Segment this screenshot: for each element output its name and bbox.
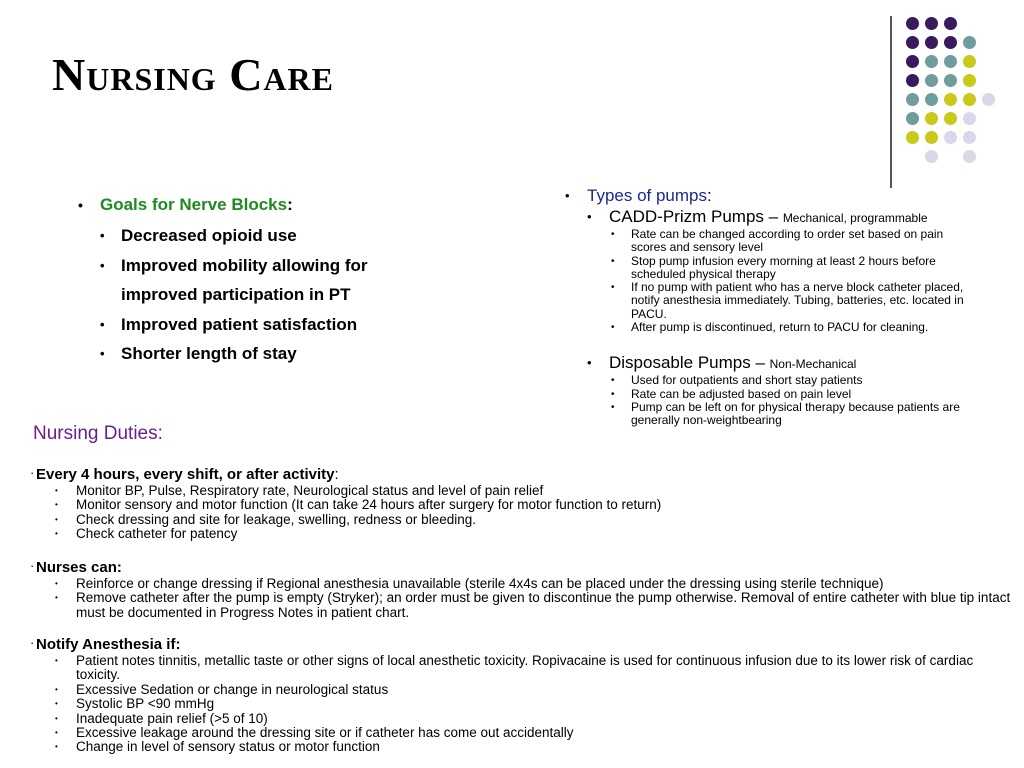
decorative-dot <box>925 150 938 163</box>
notify-item: • Systolic BP <90 mmHg <box>76 697 980 711</box>
decorative-dot <box>963 150 976 163</box>
cadd-pump-heading <box>587 208 965 227</box>
decorative-dot <box>906 93 919 106</box>
cadd-pump-item: • Rate can be changed according to order set based on pain scores and sensory level <box>609 228 965 255</box>
decorative-dot <box>944 36 957 49</box>
every-4-hours-heading-colon: : <box>334 466 339 483</box>
decorative-dot <box>963 112 976 125</box>
notify-anesthesia-section <box>30 636 1020 755</box>
goals-section <box>78 193 438 369</box>
cadd-pump-item: • After pump is discontinued, return to PACU for cleaning. <box>609 321 965 334</box>
duty-item: • Monitor BP, Pulse, Respiratory rate, Neurological status and level of pain relief <box>76 484 1020 498</box>
vertical-divider <box>890 16 892 188</box>
decorative-dot <box>963 131 976 144</box>
goals-heading <box>78 193 438 217</box>
pumps-heading-colon: : <box>707 186 712 205</box>
duty-item: • Monitor sensory and motor function (It can take 24 hours after surgery for motor function to return) <box>76 498 1020 512</box>
slide-title: Nursing Care <box>52 49 334 100</box>
nurses-can-list <box>30 577 1020 620</box>
disposable-pump-heading <box>587 354 965 373</box>
every-4-hours-list <box>30 484 1020 542</box>
cadd-pump-label: CADD-Prizm Pumps – <box>609 207 783 226</box>
notify-item: • Excessive Sedation or change in neurological status <box>76 683 980 697</box>
goal-item: • Decreased opioid use <box>100 221 438 251</box>
decorative-dot <box>944 131 957 144</box>
decorative-dot <box>963 36 976 49</box>
notify-anesthesia-heading: · Notify Anesthesia if: <box>30 636 1020 654</box>
cadd-pump-item: • Stop pump infusion every morning at least 2 hours before scheduled physical therapy <box>609 255 965 282</box>
decorative-dot <box>906 131 919 144</box>
every-4-hours-section <box>30 466 1020 542</box>
decorative-dot-grid <box>906 10 1016 170</box>
disposable-pump-label: Disposable Pumps – <box>609 353 770 373</box>
notify-item: • Change in level of sensory status or motor function <box>76 740 980 754</box>
notify-anesthesia-list <box>30 654 1020 755</box>
decorative-dot <box>963 74 976 87</box>
decorative-dot <box>906 112 919 125</box>
disposable-pump-sub: Non-Mechanical <box>769 357 857 372</box>
decorative-dot <box>925 17 938 30</box>
disposable-pump-list <box>609 374 965 427</box>
nurses-can-item: • Remove catheter after the pump is empty (Stryker); an order must be given to discontinue the pump otherwise. Removal of entire catheter with blue tip intact must be documented in Progress Notes in patient chart. <box>76 591 1014 620</box>
nurses-can-section <box>30 559 1020 620</box>
duty-item: • Check dressing and site for leakage, swelling, redness or bleeding. <box>76 513 1020 527</box>
disposable-pump-item: • Used for outpatients and short stay patients <box>609 374 965 387</box>
decorative-dot <box>925 112 938 125</box>
goal-item: • Improved mobility allowing for improved participation in PT <box>100 251 438 310</box>
nursing-duties-heading: Nursing Duties: <box>33 423 163 444</box>
decorative-dot <box>963 93 976 106</box>
goals-heading-text: Goals for Nerve Blocks <box>100 195 288 214</box>
decorative-dot <box>906 74 919 87</box>
decorative-dot <box>925 93 938 106</box>
decorative-dot <box>982 93 995 106</box>
decorative-dot <box>906 55 919 68</box>
decorative-dot <box>925 131 938 144</box>
goals-heading-colon: : <box>287 195 293 214</box>
decorative-dot <box>944 55 957 68</box>
decorative-dot <box>944 74 957 87</box>
decorative-dot <box>925 74 938 87</box>
pumps-heading-text: Types of pumps <box>587 186 708 205</box>
goal-item: • Improved patient satisfaction <box>100 310 438 340</box>
every-4-hours-heading-text: Every 4 hours, every shift, or after activity <box>36 466 335 483</box>
notify-item: • Inadequate pain relief (>5 of 10) <box>76 712 980 726</box>
decorative-dot <box>944 17 957 30</box>
nurses-can-heading: · Nurses can: <box>30 559 1020 577</box>
cadd-pump-sub: Mechanical, programmable <box>782 211 928 225</box>
pumps-section <box>565 185 965 428</box>
goals-list <box>100 221 438 369</box>
duty-item: • Check catheter for patency <box>76 527 1020 541</box>
decorative-dot <box>925 36 938 49</box>
decorative-dot <box>944 93 957 106</box>
decorative-dot <box>925 55 938 68</box>
decorative-dot <box>963 55 976 68</box>
disposable-pump-item: • Rate can be adjusted based on pain level <box>609 388 965 401</box>
disposable-pump-item: • Pump can be left on for physical therapy because patients are generally non-weightbearing <box>609 401 965 428</box>
notify-item: • Excessive leakage around the dressing site or if catheter has come out accidentally <box>76 726 980 740</box>
decorative-dot <box>906 17 919 30</box>
notify-item: • Patient notes tinnitis, metallic taste or other signs of local anesthetic toxicity. Ropivacaine is used for continuous infusion due to its lower risk of cardiac toxicity. <box>76 654 980 683</box>
pumps-heading <box>565 185 965 206</box>
nurses-can-item: • Reinforce or change dressing if Regional anesthesia unavailable (sterile 4x4s can be placed under the dressing using sterile technique) <box>76 577 1014 591</box>
decorative-dot <box>944 112 957 125</box>
cadd-pump-item: • If no pump with patient who has a nerve block catheter placed, notify anesthesia immediately. Tubing, batteries, etc. located in PACU. <box>609 281 965 321</box>
decorative-dot <box>906 36 919 49</box>
every-4-hours-heading <box>30 466 1020 484</box>
cadd-pump-list <box>609 228 965 334</box>
goal-item: • Shorter length of stay <box>100 339 438 369</box>
